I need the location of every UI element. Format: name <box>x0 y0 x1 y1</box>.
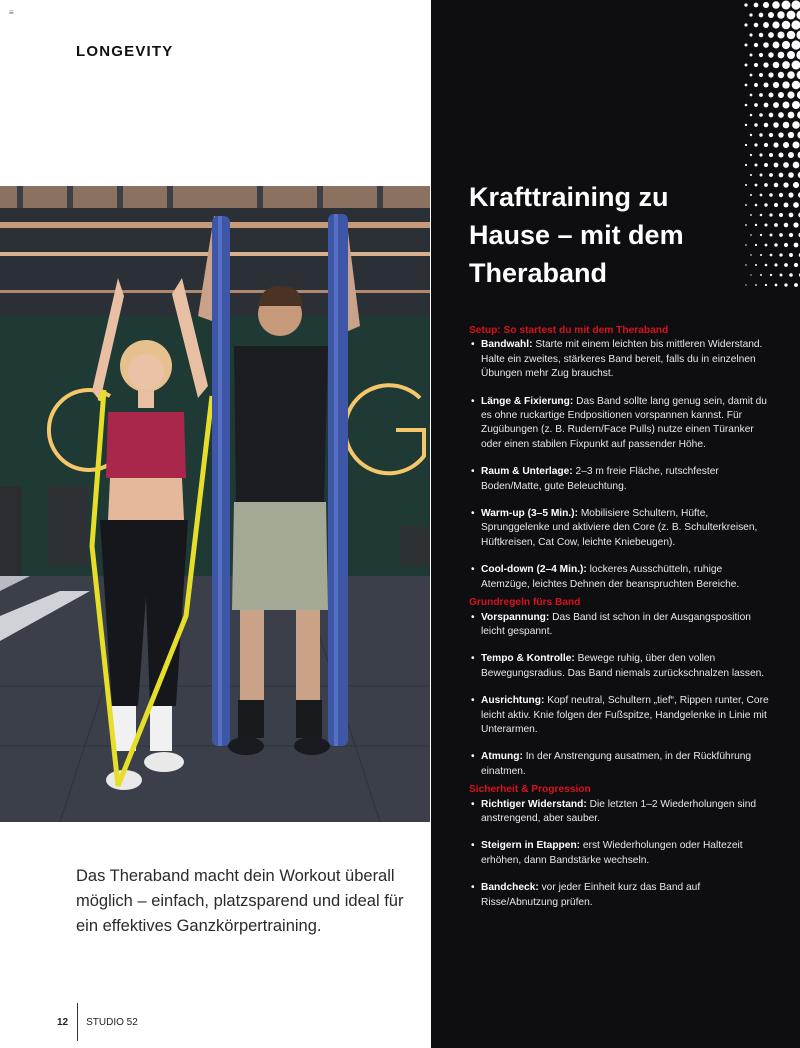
bullet-item <box>469 839 769 868</box>
halftone-dot <box>760 254 762 256</box>
halftone-dot <box>773 142 778 147</box>
halftone-dot <box>794 263 798 267</box>
halftone-dot <box>791 20 800 29</box>
halftone-dot <box>792 141 799 148</box>
halftone-dot <box>764 203 767 206</box>
bullet-term: Raum & Unterlage: <box>481 466 573 478</box>
article-body <box>469 322 769 914</box>
halftone-dot <box>755 264 757 266</box>
halftone-dot <box>745 144 747 146</box>
halftone-dot <box>759 133 762 136</box>
halftone-dot <box>782 41 790 49</box>
halftone-dot <box>768 52 773 57</box>
bullet-term: Länge & Fixierung: <box>481 395 574 407</box>
halftone-dot <box>760 194 763 197</box>
halftone-dot <box>773 42 780 49</box>
bullet-item <box>469 652 769 681</box>
halftone-dot <box>782 1 791 10</box>
halftone-dot <box>782 61 790 69</box>
halftone-dot <box>772 21 779 28</box>
halftone-dot <box>779 173 784 178</box>
bullet-text: 2–3 m freie Fläche, rutschfester Boden/Matte, gute Beleuchtung. <box>481 466 719 492</box>
halftone-dot <box>789 253 793 257</box>
halftone-dot <box>791 40 800 49</box>
halftone-dot <box>769 133 773 137</box>
halftone-dot <box>769 153 773 157</box>
halftone-dot <box>765 264 768 267</box>
halftone-dot <box>764 123 769 128</box>
halftone-dot <box>760 234 762 236</box>
halftone-dot <box>788 192 793 197</box>
halftone-dot <box>772 1 780 9</box>
halftone-dot <box>745 124 747 126</box>
halftone-dot <box>774 183 779 188</box>
halftone-dot <box>745 164 747 166</box>
article-title: Krafttraining zu Hause – mit dem Theraband <box>469 182 684 288</box>
halftone-dot <box>754 143 757 146</box>
halftone-dot <box>784 223 789 228</box>
bullet-term: Atmung: <box>481 751 523 763</box>
halftone-dot <box>793 222 798 227</box>
halftone-dot <box>787 91 794 98</box>
halftone-dot <box>769 173 773 177</box>
halftone-dot <box>794 243 799 248</box>
bullet-item <box>469 395 769 453</box>
halftone-dot <box>764 103 769 108</box>
halftone-dot <box>764 143 768 147</box>
halftone-dot <box>791 0 800 9</box>
halftone-dot <box>783 142 789 148</box>
halftone-dot <box>749 33 752 36</box>
bullet-item <box>469 338 769 381</box>
halftone-dot <box>750 94 753 97</box>
halftone-dot <box>773 62 780 69</box>
halftone-dot <box>745 244 747 246</box>
halftone-dot <box>759 73 763 77</box>
bullet-text: Das Band ist schon in der Ausgangsposition leicht gespannt. <box>481 611 751 637</box>
halftone-dot <box>793 162 800 169</box>
halftone-dot <box>796 50 800 59</box>
bullet-item <box>469 563 769 592</box>
halftone-dot <box>789 233 793 237</box>
halftone-dot <box>754 63 758 67</box>
halftone-dot <box>750 174 752 176</box>
halftone-dot <box>789 213 794 218</box>
bullet-item <box>469 694 769 737</box>
bullet-term: Bandcheck: <box>481 882 539 894</box>
halftone-dot <box>744 3 747 6</box>
halftone-dot <box>750 274 751 275</box>
halftone-dot <box>774 163 779 168</box>
article-panel <box>431 0 800 1048</box>
corner-mark: ≡ <box>9 8 14 17</box>
halftone-dot <box>792 121 800 129</box>
halftone-dot <box>750 134 752 136</box>
bullet-term: Richtiger Widerstand: <box>481 798 587 810</box>
halftone-dot <box>770 274 772 276</box>
halftone-dot <box>782 81 789 88</box>
halftone-dot <box>779 193 783 197</box>
halftone-dot <box>755 204 758 207</box>
halftone-dot <box>787 11 796 20</box>
halftone-dot <box>783 122 790 129</box>
halftone-dot <box>745 224 747 226</box>
halftone-dot <box>759 113 763 117</box>
bullet-text: Kopf neutral, Schultern „tief“, Rippen runter, Core leicht aktiv. Knie folgen der Fußspitze, Handgelenke in Linie mit Unterarmen. <box>481 695 769 735</box>
halftone-dot <box>792 61 800 70</box>
halftone-dot <box>778 132 783 137</box>
halftone-dot <box>778 72 784 78</box>
halftone-dot <box>750 54 753 57</box>
halftone-dot <box>793 182 799 188</box>
halftone-dot <box>774 203 778 207</box>
halftone-dot <box>778 52 785 59</box>
halftone-dot <box>770 254 773 257</box>
halftone-dot <box>780 274 783 277</box>
halftone-dot <box>755 284 757 286</box>
halftone-dot <box>745 104 748 107</box>
halftone-dot <box>764 183 768 187</box>
halftone-dot <box>754 3 759 8</box>
page-footer <box>57 1010 138 1034</box>
halftone-dot <box>750 74 753 77</box>
halftone-dot <box>750 194 752 196</box>
halftone-dot <box>759 93 763 97</box>
halftone-dot <box>755 244 757 246</box>
bullet-term: Warm-up (3–5 Min.): <box>481 508 578 520</box>
halftone-dot <box>745 184 747 186</box>
halftone-dot <box>769 113 774 118</box>
bullet-item <box>469 881 769 910</box>
halftone-dot <box>783 102 790 109</box>
halftone-dot <box>797 71 800 80</box>
section-label: LONGEVITY <box>76 43 174 60</box>
halftone-dot <box>787 71 795 79</box>
footer-divider <box>77 1003 78 1041</box>
halftone-dot <box>794 283 798 287</box>
halftone-dot <box>777 11 784 18</box>
halftone-dot <box>759 13 764 18</box>
halftone-dot <box>774 243 778 247</box>
halftone-dot <box>774 223 778 227</box>
bullet-text: Bewege ruhig, über den vollen Bewegungsradius. Das Band niemals zurückschnalzen lassen. <box>481 653 765 679</box>
halftone-dot <box>788 172 794 178</box>
halftone-dot <box>764 163 768 167</box>
halftone-dot <box>750 114 753 117</box>
halftone-dot <box>764 223 767 226</box>
section-heading: Setup: So startest du mit dem Theraband <box>469 325 669 336</box>
bullet-item <box>469 611 769 640</box>
halftone-dot <box>760 174 763 177</box>
halftone-dot <box>783 162 789 168</box>
halftone-dot <box>792 81 800 90</box>
halftone-dot <box>773 82 779 88</box>
halftone-dot <box>777 31 784 38</box>
halftone-dot <box>773 102 779 108</box>
halftone-dot <box>744 43 747 46</box>
bullet-item <box>469 507 769 550</box>
bullet-item <box>469 465 769 494</box>
bullet-term: Bandwahl: <box>481 339 533 351</box>
halftone-dot <box>755 224 757 226</box>
halftone-dot <box>759 153 762 156</box>
bullet-term: Steigern in Etappen: <box>481 840 581 852</box>
halftone-dot <box>763 62 768 67</box>
halftone-dot <box>759 53 763 57</box>
bullet-text: vor jeder Einheit kurz das Band auf Risse/Abnutzung prüfen. <box>481 882 701 908</box>
bullet-text: In der Anstrengung ausatmen, in der Rückführung einatmen. <box>481 751 752 777</box>
halftone-dot <box>768 72 773 77</box>
halftone-dot <box>763 22 769 28</box>
section-heading: Sicherheit & Progression <box>469 784 591 796</box>
halftone-dot <box>750 254 751 255</box>
halftone-dot <box>784 263 788 267</box>
halftone-dot <box>760 214 763 217</box>
halftone-dot <box>754 43 758 47</box>
halftone-dot <box>789 273 793 277</box>
halftone-dot <box>754 123 757 126</box>
halftone-dot <box>760 274 762 276</box>
halftone-dot <box>763 82 768 87</box>
halftone-dot <box>779 213 783 217</box>
bullet-term: Cool-down (2–4 Min.): <box>481 564 587 576</box>
halftone-dot <box>749 13 752 16</box>
hero-photo <box>0 186 430 822</box>
bullet-item <box>469 750 769 779</box>
halftone-dot <box>754 83 758 87</box>
halftone-pattern <box>740 0 800 290</box>
halftone-dot <box>788 132 794 138</box>
halftone-dot <box>765 244 768 247</box>
halftone-dot <box>773 122 779 128</box>
halftone-dot <box>769 213 772 216</box>
bullet-text: Das Band sollte lang genug sein, damit du es ohne ruckartige Endpositionen vorspannen kannst. Für Zugübungen (z. B. Rudern/Face Pulls) nutze einen Türanker oder einen stabilen Fixpunkt auf passender Höhe. <box>481 395 767 450</box>
halftone-dot <box>763 2 769 8</box>
halftone-dot <box>796 10 800 19</box>
halftone-dot <box>796 30 800 39</box>
halftone-dot <box>779 253 782 256</box>
halftone-dot <box>778 112 784 118</box>
halftone-dot <box>768 12 774 18</box>
bullet-term: Tempo & Kontrolle: <box>481 653 575 665</box>
bullet-text: Mobilisiere Schultern, Hüfte, Sprunggelenke und aktiviere den Core (z. B. Schulterkreisen, Hüftkreisen, Cat Cow, leichte Kniebeugen). <box>481 508 758 548</box>
halftone-dot <box>775 284 778 287</box>
halftone-dot <box>768 32 774 38</box>
halftone-dot <box>784 243 788 247</box>
halftone-dot <box>784 203 789 208</box>
halftone-dot <box>778 152 783 157</box>
bullet-term: Ausrichtung: <box>481 695 545 707</box>
halftone-dot <box>778 92 784 98</box>
bullet-text: lockeres Ausschütteln, ruhige Atemzüge, leichtes Dehnen der beanspruchten Bereiche. <box>481 564 740 590</box>
halftone-dot <box>750 154 752 156</box>
halftone-dot <box>750 234 752 236</box>
bullet-text: erst Wiederholungen oder Haltezeit erhöhen, dann Bandstärke wechseln. <box>481 840 743 866</box>
halftone-dot <box>788 152 794 158</box>
halftone-dot <box>793 202 799 208</box>
page-number: 12 <box>57 1016 69 1028</box>
halftone-dot <box>763 42 769 48</box>
bullet-text: Starte mit einem leichten bis mittleren Widerstand. Halte ein zweites, stärkeres Band bereit, falls du in einzelnen Übungen mehr Zug brauchst. <box>481 339 763 380</box>
halftone-dot <box>783 182 788 187</box>
halftone-dot <box>787 51 795 59</box>
halftone-dot <box>765 284 767 286</box>
halftone-dot <box>788 112 795 119</box>
halftone-dot <box>754 163 757 166</box>
halftone-dot <box>754 23 759 28</box>
halftone-dot <box>754 103 758 107</box>
halftone-dot <box>774 263 777 266</box>
halftone-dot <box>745 264 746 265</box>
photo-caption: Das Theraband macht dein Workout überall möglich – einfach, platzsparend und ideal für ein effektives Ganzkörpertraining. <box>76 867 404 935</box>
bullet-term: Vorspannung: <box>481 611 550 623</box>
section-heading: Grundregeln fürs Band <box>469 597 581 609</box>
bullet-text: Die letzten 1–2 Wiederholungen sind anstrengend, aber sauber. <box>481 798 757 824</box>
halftone-dot <box>745 284 746 285</box>
halftone-dot <box>759 33 763 37</box>
halftone-dot <box>769 93 774 98</box>
halftone-dot <box>779 233 783 237</box>
halftone-dot <box>782 21 791 30</box>
halftone-dot <box>744 23 747 26</box>
halftone-dot <box>792 101 800 109</box>
publication-name: STUDIO 52 <box>86 1016 138 1028</box>
halftone-dot <box>787 31 795 39</box>
halftone-dot <box>784 283 787 286</box>
halftone-dot <box>750 214 752 216</box>
halftone-dot <box>769 193 773 197</box>
halftone-dot <box>755 184 758 187</box>
bullet-item <box>469 798 769 827</box>
halftone-dot <box>745 204 747 206</box>
halftone-dot <box>745 84 748 87</box>
halftone-dot <box>745 64 748 67</box>
halftone-dot <box>770 234 773 237</box>
